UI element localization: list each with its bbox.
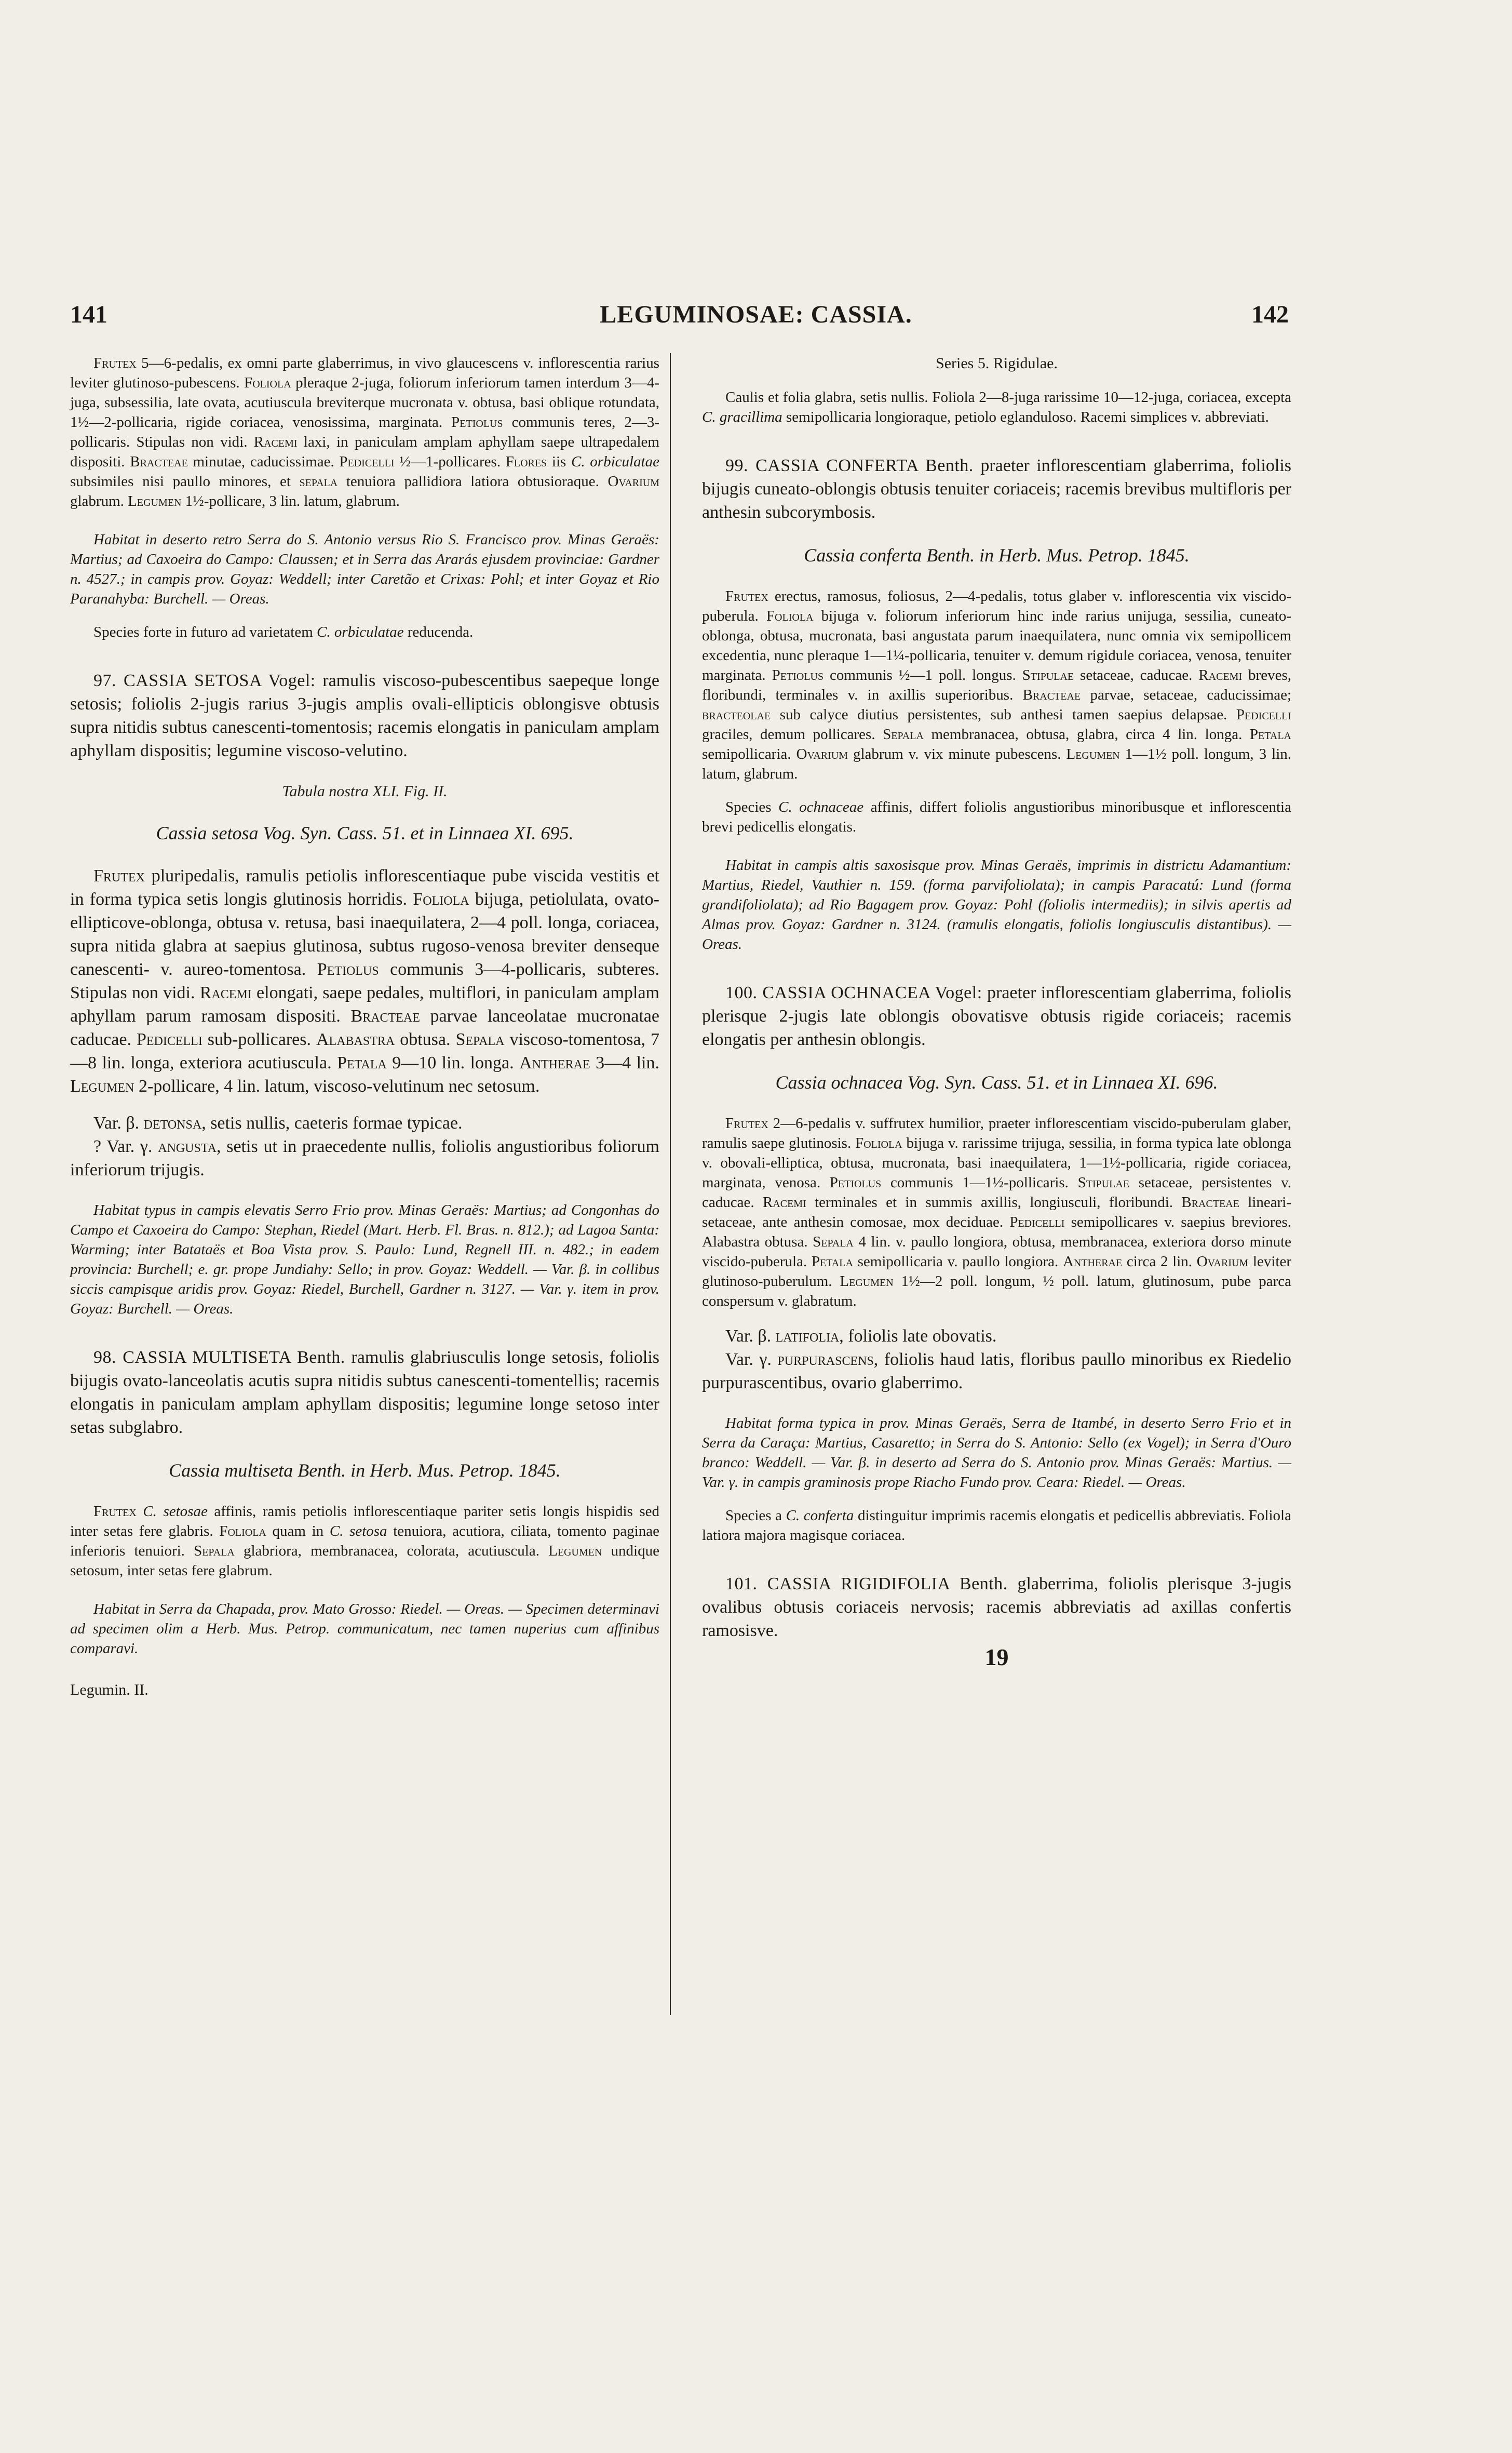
species-99-habitat: Habitat in campis altis saxosisque prov. Minas Geraës, imprimis in districtu Adamantium: Martius, Riedel, Vauthier n. 159. (forma parvifoliolata); in campis Paracatú: Lund (forma grandifoliolata); ad Rio Bagagem prov. Goyaz: Pohl (foliolis intermediis); in silvis apertis ad Almas prov. Goyaz: Gardner n. 3124. (ramulis elongatis, foliolis longiusculis distantibus). — Oreas. xyxy=(702,857,1291,953)
column-divider xyxy=(670,353,671,2015)
species-100-diagnosis: 100. CASSIA OCHNACEA Vogel: praeter inflorescentiam glaberrima, foliolis plerisque 2-jugis late oblongis obovatisve obtusis rigide coriaceis; racemis elongatis per anthesin oblongis. xyxy=(702,983,1292,1049)
species-99-title: 99. CASSIA CONFERTA Benth. xyxy=(725,456,974,475)
signature-mark: Legumin. II. xyxy=(70,1681,148,1698)
species-99-citation: Cassia conferta Benth. in Herb. Mus. Petrop. 1845. xyxy=(804,545,1190,566)
species-99-description: Frutex erectus, ramosus, foliosus, 2—4-pedalis, totus glaber v. inflorescentia vix viscido-puberula. Foliola bijuga v. foliorum inferiorum hinc inde rarius unijuga, sessilia, cuneato-oblonga, obtusa, mucronata, basi angustata parum inaequilatera, nunc omnia vix semipollicem excedentia, nunc pleraque 1—1¼-pollicaria, tenuiter v. demum rigidule coriacea, venosa, tenuiter marginata. Petiolus communis ½—1 poll. longus. Stipulae setaceae, caducae. Racemi breves, floribundi, terminales v. in axillis superioribus. Bracteae parvae, setaceae, caducissimae; bracteolae sub calyce diutius persistentes, sub anthesi tamen saepius delapsae. Pedicelli graciles, demum pollicares. Sepala membranacea, obtusa, glabra, circa 4 lin. longa. Petala semipollicaria. Ovarium glabrum v. vix minute pubescens. Legumen 1—1½ poll. longum, 3 lin. latum, glabrum. xyxy=(702,588,1292,782)
habitat-paragraph: Habitat in deserto retro Serra do S. Antonio versus Rio S. Francisco prov. Minas Geraës: Martius; ad Caxoeira do Campo: Claussen; et in Serra das Ararás ejusdem provinciae: Gardner n. 4527.; in campis prov. Goyaz: Weddell; inter Caretão et Crixas: Pohl; et inter Goyaz et Rio Paranahyba: Burchell. — Oreas. xyxy=(70,531,659,607)
species-100-variety-gamma: Var. γ. purpurascens, foliolis haud latis, floribus paullo minoribus ex Riedelio purpurascentibus, ovario glaberrimo. xyxy=(702,1350,1291,1392)
note-paragraph: Species forte in futuro ad varietatem C. orbiculatae reducenda. xyxy=(93,624,474,640)
species-98-habitat: Habitat in Serra da Chapada, prov. Mato Grosso: Riedel. — Oreas. — Specimen determinavi ad specimen olim a Herb. Mus. Petrop. communicatum, nec tamen nuperius cum affinibus comparavi. xyxy=(70,1601,659,1657)
left-column xyxy=(70,353,659,1699)
species-98-diagnosis: 98. CASSIA MULTISETA Benth. ramulis glabriusculis longe setosis, foliolis bijugis ovato-lanceolatis acutis supra nitidis subtus canescenti-tomentellis; racemis elongatis in paniculam amplam aphyllam dispositis; legumine longe setoso inter setas subglabro. xyxy=(70,1348,659,1437)
species-100-description: Frutex 2—6-pedalis v. suffrutex humilior, praeter inflorescentiam viscido-puberulam glaber, ramulis saepe glutinosis. Foliola bijuga v. rarissime trijuga, sessilia, in forma typica late oblonga v. obovali-elliptica, obtusa, mucronata, basi inaequilatera, 1—1½-pollicaria, rigide coriacea, marginata, venosa. Petiolus communis 1—1½-pollicaris. Stipulae setaceae, persistentes v. caducae. Racemi terminales et in summis axillis, longiusculi, floribundi. Bracteae lineari-setaceae, ante anthesin comosae, mox deciduae. Pedicelli semipollicares v. saepius breviores. Alabastra obtusa. Sepala 4 lin. v. paullo longiora, obtusa, membranacea, exteriora dorso minute viscido-puberula. Petala semipollicaria v. paullo longiora. Antherae circa 2 lin. Ovarium leviter glutinoso-puberulum. Legumen 1½—2 poll. longum, ½ poll. latum, glutinosum, pube parca conspersum v. glabratum. xyxy=(702,1115,1291,1309)
species-100-note: Species a C. conferta distinguitur imprimis racemis elongatis et pedicellis abbreviatis. Foliola latiora majora magisque coriacea. xyxy=(702,1507,1291,1544)
species-101-title: 101. CASSIA RIGIDIFOLIA Benth. xyxy=(725,1574,1008,1593)
species-100-habitat: Habitat forma typica in prov. Minas Geraës, Serra de Itambé, in deserto Serro Frio et in Serra da Caraça: Martius, Casaretto; in Serra do S. Antonio: Sello (ex Vogel); in Serra d'Ouro branco: Weddell. — Var. β. in deserto ad Serra do S. Antonio prov. Minas Geraës: Martius. — Var. γ. in campis graminosis prope Riacho Fundo prov. Ceara: Riedel. — Oreas. xyxy=(702,1415,1291,1491)
series-heading: Series 5. Rigidulae. xyxy=(936,355,1058,372)
species-100-citation: Cassia ochnacea Vog. Syn. Cass. 51. et in Linnaea XI. 696. xyxy=(775,1072,1218,1093)
species-100-title: 100. CASSIA OCHNACEA Vogel: xyxy=(725,983,982,1002)
species-97-habitat: Habitat typus in campis elevatis Serro Frio prov. Minas Geraës: Martius; ad Congonhas do Campo et Caxoeira do Campo: Stephan, Riedel (Mart. Herb. Fl. Bras. n. 812.); ad Lagoa Santa: Warming; inter Batataës et Boa Vista prov. S. Paulo: Lund, Regnell III. n. 482.; in eadem provincia: Burchell; e. gr. prope Jundiahy: Sello; in prov. Goyaz: Weddell. — Var. β. in collibus siccis campisque aridis prov. Goyaz: Riedel, Burchell, Gardner n. 3127. — Var. γ. item in prov. Goyaz: Burchell. — Oreas. xyxy=(70,1202,659,1317)
page-number-right: 142 xyxy=(1251,301,1289,328)
series-intro: Caulis et folia glabra, setis nullis. Foliola 2—8-juga rarissime 10—12-juga, coriacea, excepta C. gracillima semipollicaria longioraque, petiolo eglanduloso. Racemi simplices v. abbreviati. xyxy=(702,389,1291,425)
species-98-title: 98. CASSIA MULTISETA Benth. xyxy=(93,1348,345,1367)
description-paragraph: Frutex 5—6-pedalis, ex omni parte glaberrimus, in vivo glaucescens v. inflorescentia rarius leviter glutinoso-pubescens. Foliola pleraque 2-juga, foliorum inferiorum tamen interdum 3—4-juga, subsessilia, late ovata, acutiuscula breviterque mucronata v. obtusa, basi oblique rotundata, 1½—2-pollicaria, rigide coriacea, venosissima, marginata. Petiolus communis teres, 2—3-pollicaris. Stipulas non vidi. Racemi laxi, in paniculam amplam aphyllam saepe ultrapedalem dispositi. Bracteae minutae, caducissimae. Pedicelli ½—1-pollicares. Flores iis C. orbiculatae subsimiles nisi paullo minores, et sepala tenuiora pallidiora latiora obtusioraque. Ovarium glabrum. Legumen 1½-pollicare, 3 lin. latum, glabrum. xyxy=(70,355,659,510)
species-97-title: 97. CASSIA SETOSA Vogel: xyxy=(93,671,316,690)
species-97-variety-beta: Var. β. detonsa, setis nullis, caeteris formae typicae. xyxy=(93,1114,463,1133)
species-98-citation: Cassia multiseta Benth. in Herb. Mus. Petrop. 1845. xyxy=(169,1460,561,1481)
species-97-description: Frutex pluripedalis, ramulis petiolis inflorescentiaque pube viscida vestitis et in forma typica setis longis glutinosis horridis. Foliola bijuga, petiolulata, ovato-ellipticove-oblonga, obtusa v. retusa, basi inaequilatera, 2—4 poll. longa, coriacea, supra nitida glabra at saepius glutinosa, subtus rugoso-venosa breviter denseque canescenti- v. aureo-tomentosa. Petiolus communis 3—4-pollicaris, subteres. Stipulas non vidi. Racemi elongati, saepe pedales, multiflori, in paniculam amplam aphyllam parum ramosam dispositi. Bracteae parvae lanceolatae mucronatae caducae. Pedicelli sub-pollicares. Alabastra obtusa. Sepala viscoso-tomentosa, 7—8 lin. longa, exteriora acutiuscula. Petala 9—10 lin. longa. Antherae 3—4 lin. Legumen 2-pollicare, 4 lin. latum, viscoso-velutinum nec setosum. xyxy=(70,866,660,1096)
right-column xyxy=(702,353,1291,1671)
signature-number: 19 xyxy=(984,1644,1009,1670)
page-number-left: 141 xyxy=(70,301,107,328)
species-97-diagnosis: 97. CASSIA SETOSA Vogel: ramulis viscoso-pubescentibus saepeque longe setosis; foliolis 2-jugis rarius 3-jugis amplis ovali-ellipticis oblongisve obtusis supra nitidis subtus canescenti-tomentosis; racemis elongatis in paniculam amplam aphyllam dispositis; legumine viscoso-velutino. xyxy=(70,671,659,760)
plate-reference: Tabula nostra XLI. Fig. II. xyxy=(282,783,448,800)
species-99-diagnosis: 99. CASSIA CONFERTA Benth. praeter inflorescentiam glaberrima, foliolis bijugis cuneato-oblongis obtusis tenuiter coriaceis; racemis brevibus multifloris per anthesin subcorymbosis. xyxy=(702,456,1291,522)
species-97-variety-gamma: ? Var. γ. angusta, setis ut in praecedente nullis, foliolis angustioribus foliorum inferiorum trijugis. xyxy=(70,1137,659,1179)
species-98-description: Frutex C. setosae affinis, ramis petiolis inflorescentiaque pariter setis longis hispidis sed inter setas fere glabris. Foliola quam in C. setosa tenuiora, acutiora, ciliata, tomento paginae inferioris tenuiori. Sepala glabriora, membranacea, colorata, acutiuscula. Legumen undique setosum, inter setas fere glabrum. xyxy=(70,1503,660,1579)
species-101-diagnosis: 101. CASSIA RIGIDIFOLIA Benth. glaberrima, foliolis plerisque 3-jugis ovalibus obtusis coriaceis nervosis; racemis abbreviatis ad axillas confertis ramosisve. xyxy=(702,1574,1291,1640)
species-99-note: Species C. ochnaceae affinis, differt foliolis angustioribus minoribusque et inflorescentia brevi pedicellis elongatis. xyxy=(702,799,1291,835)
running-title: LEGUMINOSAE: CASSIA. xyxy=(600,301,912,328)
species-97-citation: Cassia setosa Vog. Syn. Cass. 51. et in Linnaea XI. 695. xyxy=(156,823,574,843)
species-100-variety-beta: Var. β. latifolia, foliolis late obovatis. xyxy=(725,1326,997,1346)
